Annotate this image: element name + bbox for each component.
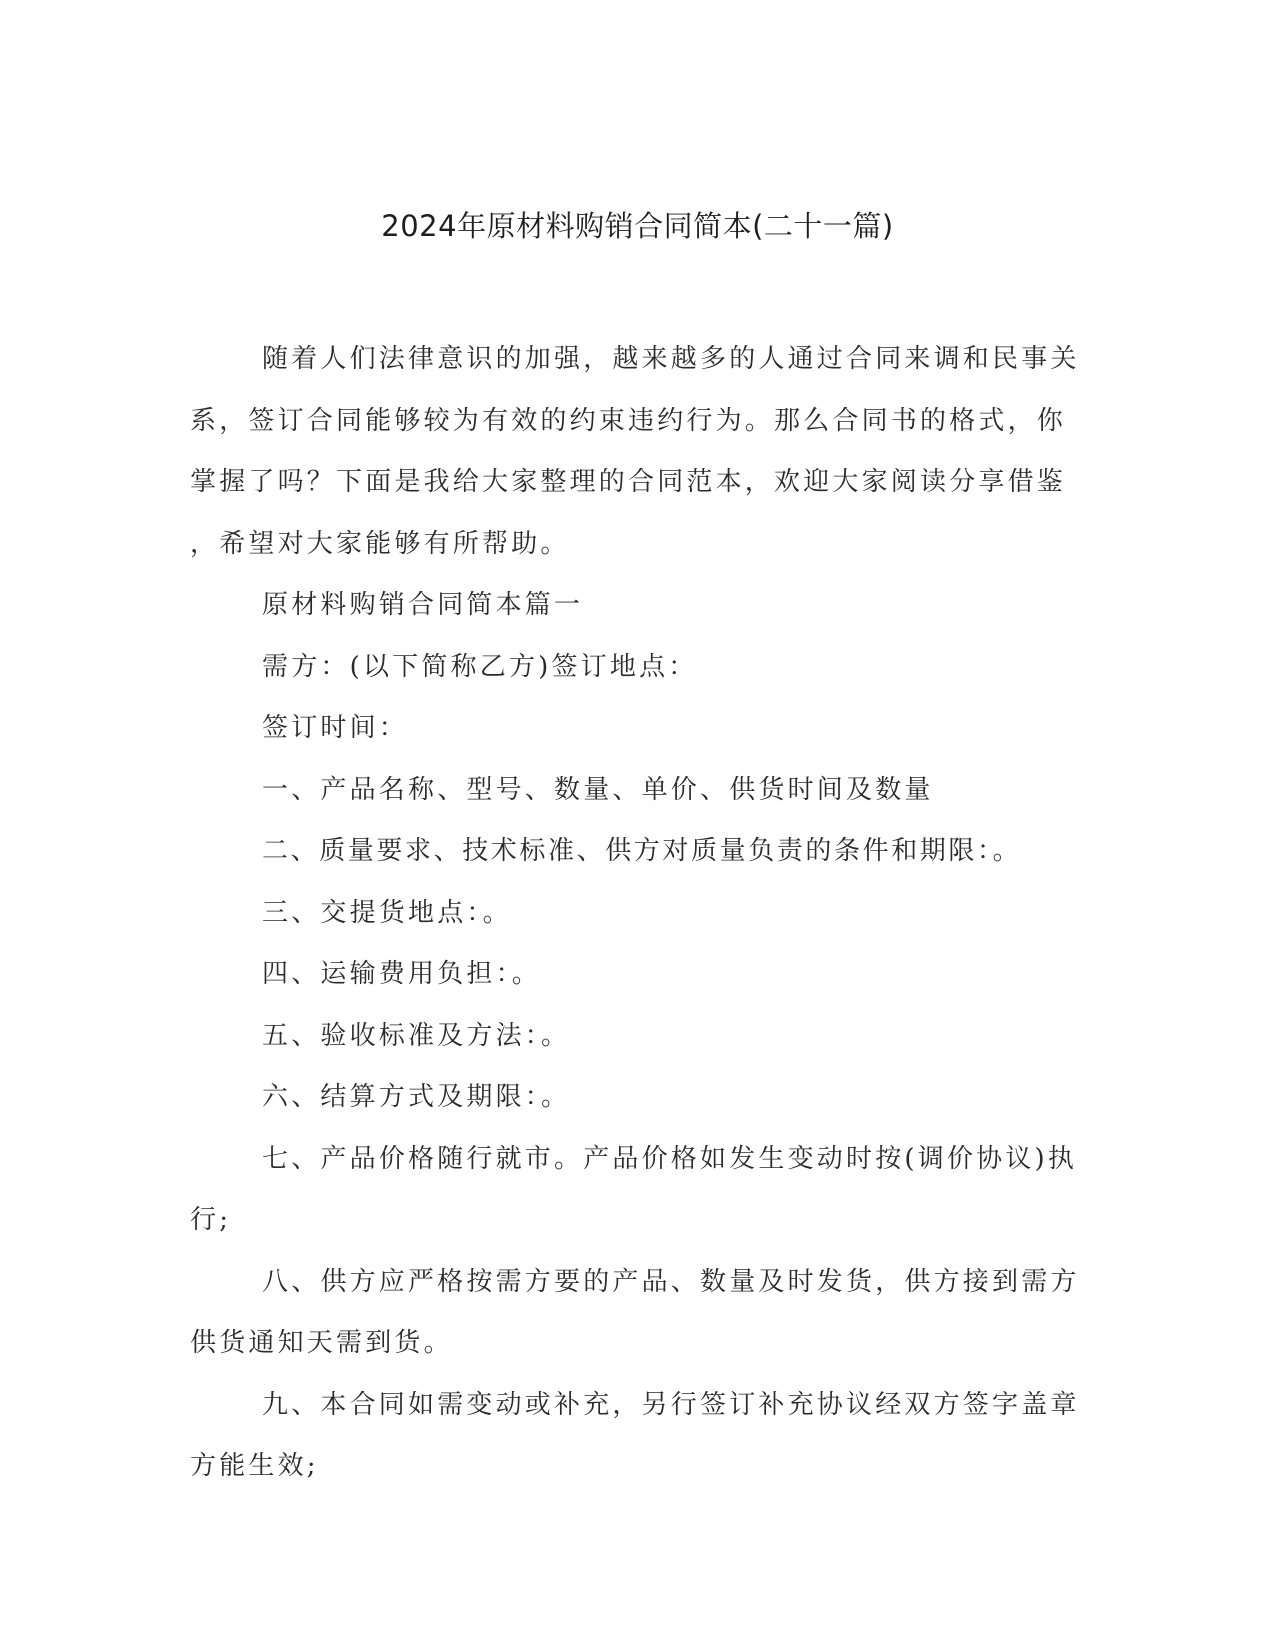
clause-8	[190, 1252, 1080, 1375]
clause-line: 供货通知天需到货。	[190, 1328, 453, 1358]
clause-line: 行;	[190, 1205, 232, 1235]
clause-line: 一、产品名称、型号、数量、单价、供货时间及数量	[262, 774, 934, 805]
clause-6	[190, 1067, 1080, 1129]
clause-line: 四、运输费用负担：。	[262, 959, 542, 989]
clause-line: 七、产品价格随行就市。产品价格如发生变动时按(调价协议)执	[262, 1143, 1078, 1174]
sign-time-line: 签订时间：	[262, 713, 409, 743]
clause-line: 六、结算方式及期限：。	[262, 1082, 571, 1112]
intro-line: ，希望对大家能够有所帮助。	[190, 528, 570, 559]
document-body	[190, 329, 1080, 1498]
intro-line: 随着人们法律意识的加强，越来越多的人通过合同来调和民事关	[262, 344, 1080, 374]
clause-1	[190, 760, 1080, 822]
clause-7	[190, 1129, 1080, 1252]
clause-line: 方能生效;	[190, 1451, 319, 1481]
intro-paragraph	[190, 329, 1080, 575]
intro-line: 掌握了吗？下面是我给大家整理的合同范本，欢迎大家阅读分享借鉴	[190, 467, 1067, 497]
clause-5	[190, 1006, 1080, 1068]
clause-line: 九、本合同如需变动或补充，另行签订补充协议经双方签字盖章	[262, 1389, 1080, 1420]
section-heading: 原材料购销合同简本篇一	[262, 590, 584, 620]
party-line: 需方：(以下简称乙方)签订地点：	[262, 651, 698, 682]
clause-3	[190, 883, 1080, 945]
clause-line: 三、交提货地点：。	[262, 897, 512, 928]
clause-4	[190, 944, 1080, 1006]
clause-9	[190, 1375, 1080, 1498]
clause-line: 五、验收标准及方法：。	[262, 1020, 571, 1051]
clause-2	[190, 821, 1080, 883]
clause-line: 八、供方应严格按需方要的产品、数量及时发货，供方接到需方	[262, 1266, 1080, 1297]
intro-line: 系，签订合同能够较为有效的约束违约行为。那么合同书的格式，你	[190, 405, 1067, 436]
clause-line: 二、质量要求、技术标准、供方对质量负责的条件和期限：。	[262, 836, 1022, 866]
document-title: 2024年原材料购销合同简本(二十一篇)	[381, 209, 894, 243]
